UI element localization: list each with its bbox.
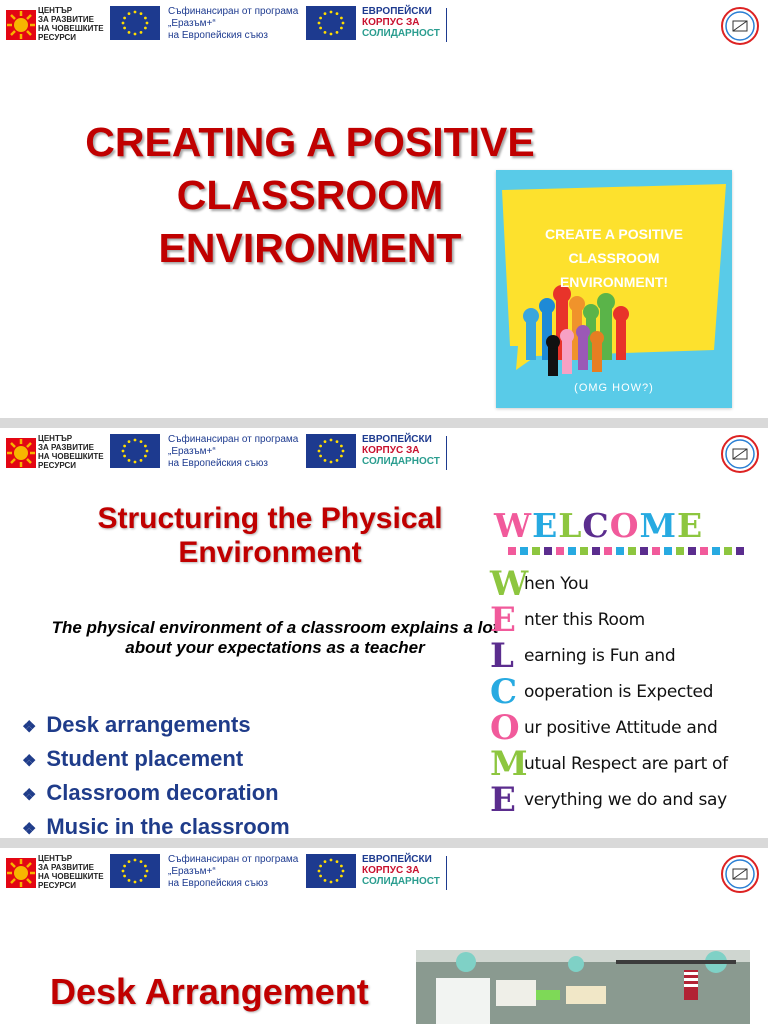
list-item: ❖ Desk arrangements — [22, 712, 251, 737]
sun-icon — [6, 10, 36, 40]
crc-line: РЕСУРСИ — [38, 461, 76, 470]
crc-line: РЕСУРСИ — [38, 33, 76, 42]
welcome-word — [494, 506, 754, 545]
bullet-list — [22, 709, 290, 838]
esc-line: ЕВРОПЕЙСКИ — [362, 434, 432, 445]
crc-line: НА ЧОВЕШКИТЕ — [38, 452, 104, 461]
diamond-bullet-icon: ❖ — [22, 753, 37, 770]
divider-line — [446, 856, 447, 890]
crc-line: ЦЕНТЪР — [38, 6, 73, 15]
esc-line: КОРПУС ЗА — [362, 865, 420, 876]
erasmus-line: Съфинансиран от програма — [168, 434, 299, 445]
crc-line: ЗА РАЗВИТИЕ — [38, 863, 94, 872]
acrostic-line: Our positive Attitude and — [490, 708, 718, 748]
eu-flag-icon — [110, 854, 160, 888]
partner-logos — [4, 432, 464, 472]
dot-border — [508, 546, 748, 556]
school-logo-icon — [720, 434, 760, 474]
title-line: Structuring the Physical — [97, 502, 443, 535]
divider-line — [446, 8, 447, 42]
esc-line: СОЛИДАРНОСТ — [362, 876, 440, 887]
slide-description: The physical environment of a classroom explains a lot about your expectations as a teacher — [51, 618, 499, 657]
list-item: ❖ Student placement — [22, 746, 244, 771]
esc-line: ЕВРОПЕЙСКИ — [362, 854, 432, 865]
esc-line: КОРПУС ЗА — [362, 17, 420, 28]
acrostic-line: Learning is Fun and — [490, 636, 676, 676]
erasmus-line: „Еразъм+“ — [168, 446, 216, 457]
welcome-poster — [490, 506, 760, 826]
title-line: Environment — [178, 536, 362, 569]
acrostic-list — [490, 566, 760, 818]
welcome-letter: C — [582, 506, 610, 545]
classroom-photo — [416, 950, 750, 1024]
esc-line: ЕВРОПЕЙСКИ — [362, 6, 432, 17]
eu-flag-icon — [306, 854, 356, 888]
diamond-bullet-icon: ❖ — [22, 719, 37, 736]
crc-line: НА ЧОВЕШКИТЕ — [38, 24, 104, 33]
slide-1 — [0, 0, 768, 418]
title-line: CLASSROOM — [176, 172, 444, 218]
erasmus-line: на Европейския съюз — [168, 30, 269, 41]
welcome-letter: M — [639, 506, 677, 545]
poster-line: CLASSROOM — [568, 250, 660, 266]
welcome-letter: O — [609, 506, 640, 545]
welcome-letter: E — [532, 506, 559, 545]
acrostic-line: Enter this Room — [490, 600, 645, 640]
erasmus-line: „Еразъм+“ — [168, 866, 216, 877]
crc-line: НА ЧОВЕШКИТЕ — [38, 872, 104, 881]
slide-3 — [0, 848, 768, 1024]
eu-flag-icon — [306, 6, 356, 40]
esc-line: КОРПУС ЗА — [362, 445, 420, 456]
esc-line: СОЛИДАРНОСТ — [362, 456, 440, 467]
welcome-letter: L — [558, 506, 583, 545]
slide-2 — [0, 428, 768, 838]
list-item: ❖ Music in the classroom — [22, 814, 290, 838]
slide-divider — [0, 838, 768, 848]
poster-footer: (OMG HOW?) — [574, 382, 654, 394]
title-line: CREATING A POSITIVE — [85, 119, 535, 165]
erasmus-line: на Европейския съюз — [168, 458, 269, 469]
list-item: ❖ Classroom decoration — [22, 780, 279, 805]
erasmus-line: на Европейския съюз — [168, 878, 269, 889]
crc-logo — [4, 4, 104, 44]
crc-line: РЕСУРСИ — [38, 881, 76, 890]
diamond-bullet-icon: ❖ — [22, 821, 37, 838]
slide-divider — [0, 418, 768, 428]
crc-line: ЦЕНТЪР — [38, 854, 73, 863]
positive-classroom-poster — [496, 170, 732, 408]
erasmus-line: Съфинансиран от програма — [168, 6, 299, 17]
sun-icon — [6, 858, 36, 888]
partner-logos — [4, 852, 464, 892]
school-logo-icon — [720, 6, 760, 46]
welcome-letter: W — [494, 506, 533, 545]
partner-logos — [4, 4, 464, 44]
eu-flag-icon — [306, 434, 356, 468]
acrostic-line: Everything we do and say — [490, 780, 727, 820]
eu-flag-icon — [110, 6, 160, 40]
acrostic-line: Cooperation is Expected — [490, 672, 714, 712]
diamond-bullet-icon: ❖ — [22, 787, 37, 804]
slide-title: Desk Arrangement — [50, 971, 369, 1012]
divider-line — [446, 436, 447, 470]
title-line: ENVIRONMENT — [158, 225, 462, 271]
slide-title — [60, 502, 480, 570]
welcome-letter: E — [676, 506, 704, 545]
erasmus-line: „Еразъм+“ — [168, 18, 216, 29]
crc-line: ЗА РАЗВИТИЕ — [38, 15, 94, 24]
sun-icon — [6, 438, 36, 468]
eu-flag-icon — [110, 434, 160, 468]
erasmus-line: Съфинансиран от програма — [168, 854, 299, 865]
acrostic-line: When You — [490, 564, 589, 604]
poster-line: ENVIRONMENT! — [559, 274, 669, 290]
crc-line: ЗА РАЗВИТИЕ — [38, 443, 94, 452]
acrostic-line: Mutual Respect are part of — [490, 744, 728, 784]
crc-logo — [4, 432, 104, 472]
esc-line: СОЛИДАРНОСТ — [362, 28, 440, 39]
crc-line: ЦЕНТЪР — [38, 434, 73, 443]
school-logo-icon — [720, 854, 760, 894]
poster-line: CREATE A POSITIVE — [545, 226, 683, 242]
crc-logo — [4, 852, 104, 892]
